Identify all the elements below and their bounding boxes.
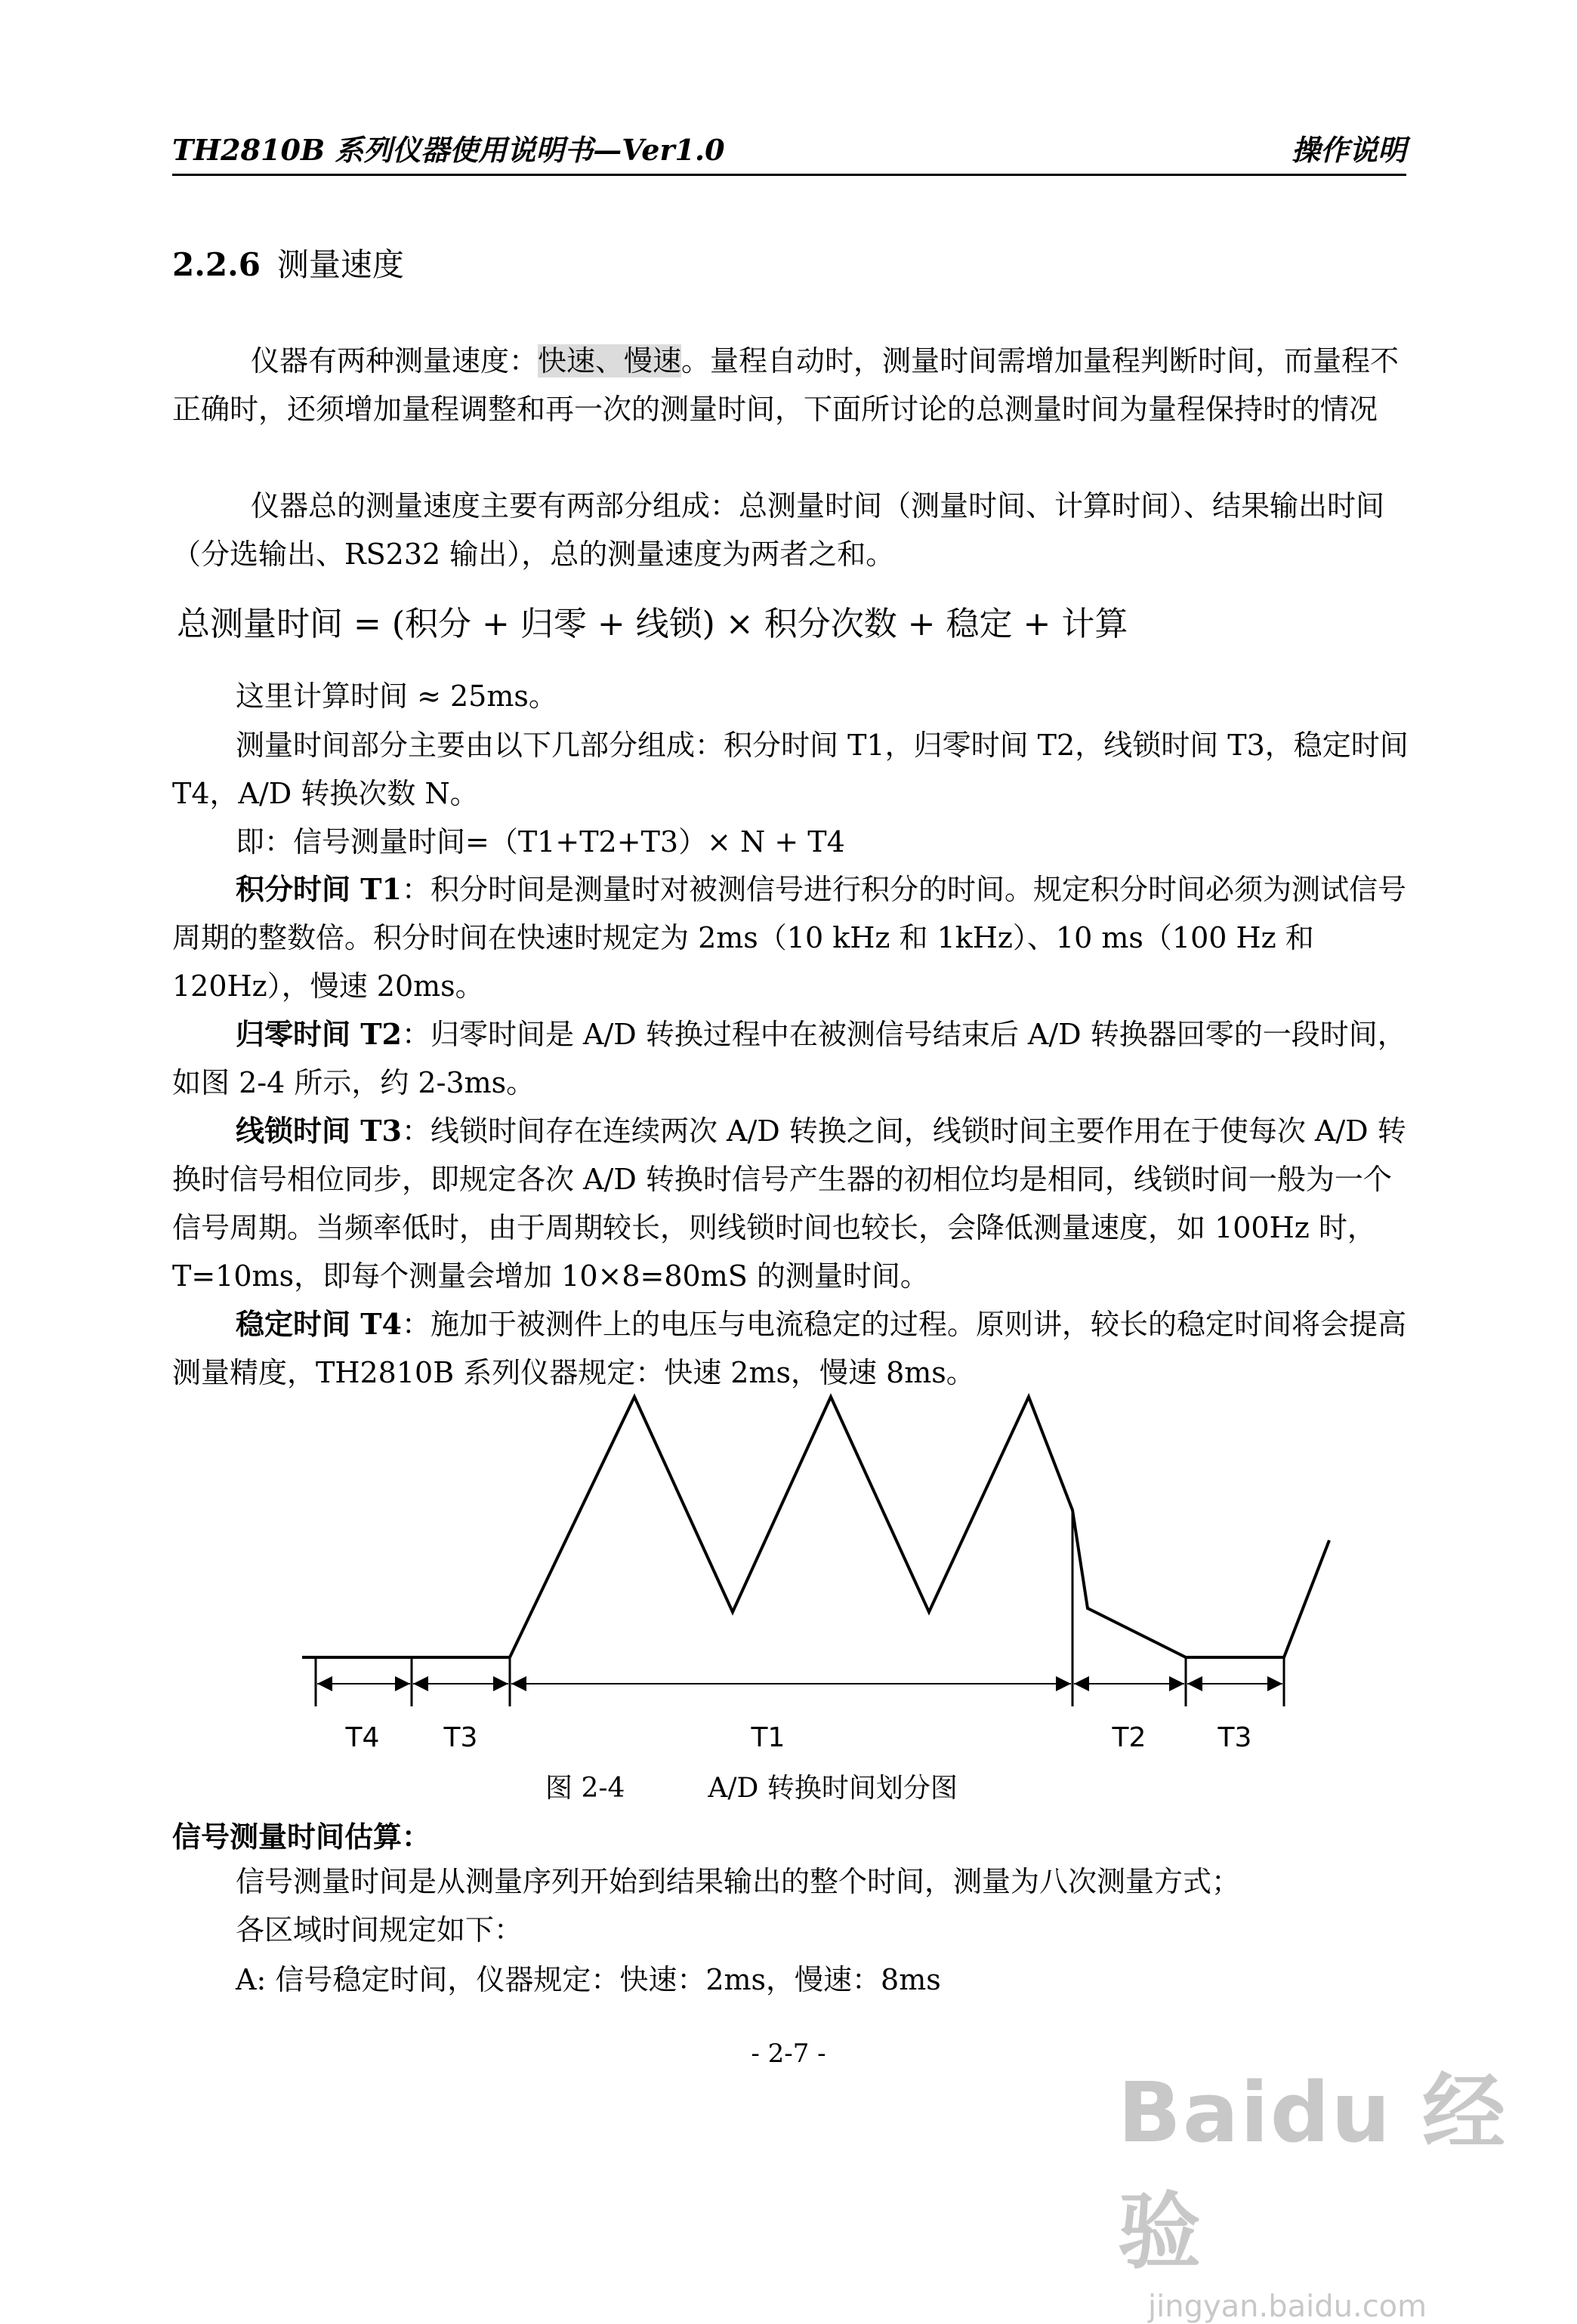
formula: 总测量时间 = (积分 + 归零 + 线锁) × 积分次数 + 稳定 + 计算 <box>177 605 1128 643</box>
caption-number: 图 2-4 <box>545 1773 625 1804</box>
label-t4: T4 <box>345 1722 380 1753</box>
paragraph-components: 测量时间部分主要由以下几部分组成：积分时间 T1，归零时间 T2，线锁时间 T3，稳定时间 T4，A/D 转换次数 N。 <box>172 729 1409 810</box>
t1-heading: 积分时间 T1 <box>236 872 402 906</box>
header-title: TH2810B 系列仪器使用说明书—Ver1.0 <box>172 133 725 167</box>
paragraph-t2 <box>172 1010 1411 1107</box>
label-t1: T1 <box>751 1722 785 1753</box>
t3-heading: 线锁时间 T3 <box>236 1114 402 1148</box>
header-section: 操作说明 <box>1291 133 1406 167</box>
paragraph-t1 <box>172 865 1411 1010</box>
ad-conversion-diagram <box>295 1382 1352 1759</box>
t1-body: ：积分时间是测量时对被测信号进行积分的时间。规定积分时间必须为测试信号周期的整数倍。积分时间在快速时规定为 2ms（10 kHz 和 1kHz）、10 ms（100 Hz 和 120Hz），慢速 20ms。 <box>172 873 1406 1003</box>
t3-body: ：线锁时间存在连续两次 A/D 转换之间，线锁时间主要作用在于使每次 A/D 转换时信号相位同步，即规定各次 A/D 转换时信号产生器的初相位均是相同，线锁时间一般为一个信号周期。当频率低时，由于周期较长，则线锁时间也较长，会降低测量速度，如 100Hz 时，T=10ms，即每个测量会增加 10×8=80mS 的测量时间。 <box>172 1114 1406 1293</box>
paragraph-total-speed: 仪器总的测量速度主要有两部分组成：总测量时间（测量时间、计算时间）、结果输出时间（分选输出、RS232 输出），总的测量速度为两者之和。 <box>172 489 1385 571</box>
watermark <box>1118 2046 1577 2324</box>
paragraph-speed-modes <box>172 337 1411 433</box>
formula-line: 即：信号测量时间=（T1+T2+T3）× N + T4 <box>236 825 845 858</box>
section-number: 2.2.6 <box>172 246 261 283</box>
label-t3b: T3 <box>1217 1722 1252 1753</box>
watermark-brand: Baidu 经验 <box>1118 2064 1508 2280</box>
t2-heading: 归零时间 T2 <box>236 1017 402 1051</box>
t2-body: ：归零时间是 A/D 转换过程中在被测信号结束后 A/D 转换器回零的一段时间，如图 2-4 所示，约 2-3ms。 <box>172 1018 1406 1099</box>
figure-caption <box>545 1767 958 1805</box>
running-header <box>172 127 1406 169</box>
label-t3a: T3 <box>443 1722 478 1753</box>
section-name: 测量速度 <box>276 246 404 283</box>
t4-heading: 稳定时间 T4 <box>236 1307 402 1341</box>
t4-body: ：施加于被测件上的电压与电流稳定的过程。原则讲，较长的稳定时间将会提高测量精度，TH2810B 系列仪器规定：快速 2ms，慢速 8ms。 <box>172 1308 1406 1389</box>
waveform <box>302 1397 1329 1657</box>
estimate-heading: 信号测量时间估算： <box>172 1820 431 1854</box>
header-rule <box>172 174 1406 176</box>
calc-time-line: 这里计算时间 ≈ 25ms。 <box>236 680 557 713</box>
caption-text: A/D 转换时间划分图 <box>708 1773 958 1804</box>
p1-text-a: 仪器有两种测量速度： <box>251 344 539 378</box>
watermark-url: jingyan.baidu.com <box>1148 2289 1427 2324</box>
estimate-line-2: 各区域时间规定如下： <box>236 1913 523 1946</box>
p1-highlight: 快速、慢速 <box>538 344 682 378</box>
estimate-line-1: 信号测量时间是从测量序列开始到结果输出的整个时间，测量为八次测量方式； <box>236 1865 1241 1898</box>
section-heading <box>172 240 404 285</box>
label-t2: T2 <box>1112 1722 1146 1753</box>
p1-text-b: 。量程自动时，测量时间需增加量程判断时间，而量程不正确时，还须增加量程调整和再一次的测量时间，下面所讨论的总测量时间为量程保持时的情况 <box>172 344 1400 426</box>
page-number: - 2-7 - <box>751 2039 826 2069</box>
paragraph-t3 <box>172 1107 1411 1300</box>
estimate-line-3: A: 信号稳定时间，仪器规定：快速：2ms，慢速：8ms <box>236 1963 941 1996</box>
